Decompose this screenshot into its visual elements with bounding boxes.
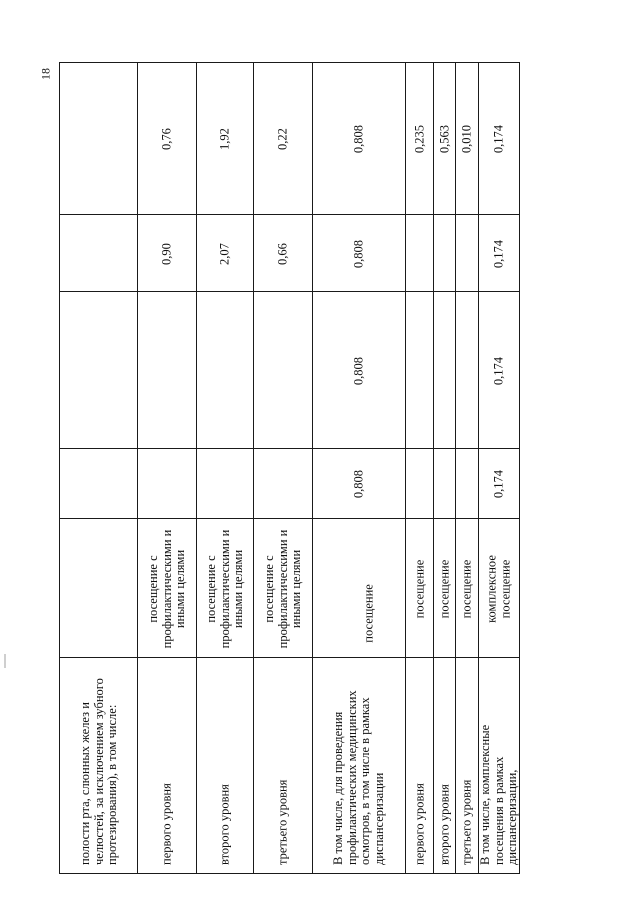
table-cell-value: 0,76 — [159, 127, 174, 150]
table-cell-value: 1,92 — [217, 127, 232, 150]
row-divider — [60, 657, 519, 658]
table-cell-name: третьего уровня — [459, 779, 474, 865]
table-cell-unit: комплексное посещение — [484, 554, 512, 623]
table-cell-value: 0,174 — [491, 239, 506, 268]
table-cell-name: третьего уровня — [275, 779, 290, 865]
table-cell-value: 0,010 — [459, 124, 474, 153]
table-cell-value: 0,174 — [491, 124, 506, 153]
table-cell-unit: посещение с профилактическими и иными целями — [261, 529, 303, 648]
row-divider — [60, 518, 519, 519]
table-cell-value: 0,808 — [351, 356, 366, 385]
table-cell-value: 0,235 — [411, 124, 426, 153]
row-divider — [60, 214, 519, 215]
table-cell-value: 0,808 — [351, 469, 366, 499]
table-cell-name: второго уровня — [436, 784, 451, 865]
table-cell-value: 0,563 — [436, 124, 451, 153]
table-cell-value: 0,22 — [275, 127, 290, 150]
table-cell-value: 2,07 — [217, 242, 232, 265]
table-cell-value: 0,174 — [491, 356, 506, 385]
table-cell-name: полости рта, слюнных желез и челюстей, за исключением зубного протезирования), в том числе: — [77, 678, 119, 865]
table-cell-name: В том числе, комплексные посещения в рамках диспансеризации, — [477, 724, 519, 865]
table-cell-unit: посещение — [459, 559, 474, 618]
table-cell-unit: посещение — [436, 559, 451, 618]
table-cell-name: В том числе, для проведения профилактических медицинских осмотров, в том числе в рамках диспансеризации — [331, 690, 386, 865]
row-divider — [60, 448, 519, 449]
table-cell-value: 0,174 — [491, 469, 506, 499]
row-divider — [60, 291, 519, 292]
table-cell-name: первого уровня — [159, 783, 174, 865]
table-cell-value: 0,808 — [351, 124, 366, 153]
table-cell-name: первого уровня — [411, 783, 426, 865]
data-table — [59, 62, 520, 874]
scan-artifact — [4, 654, 6, 668]
table-cell-value: 0,66 — [275, 242, 290, 265]
table-cell-name: второго уровня — [217, 784, 232, 865]
table-cell-unit: посещение с профилактическими и иными целями — [145, 529, 187, 648]
table-cell-unit: посещение — [361, 584, 376, 643]
page-number: 18 — [38, 68, 53, 80]
table-cell-value: 0,808 — [351, 239, 366, 268]
table-cell-unit: посещение — [411, 559, 426, 618]
table-cell-unit: посещение с профилактическими и иными целями — [203, 529, 245, 648]
table-cell-value: 0,90 — [159, 242, 174, 265]
